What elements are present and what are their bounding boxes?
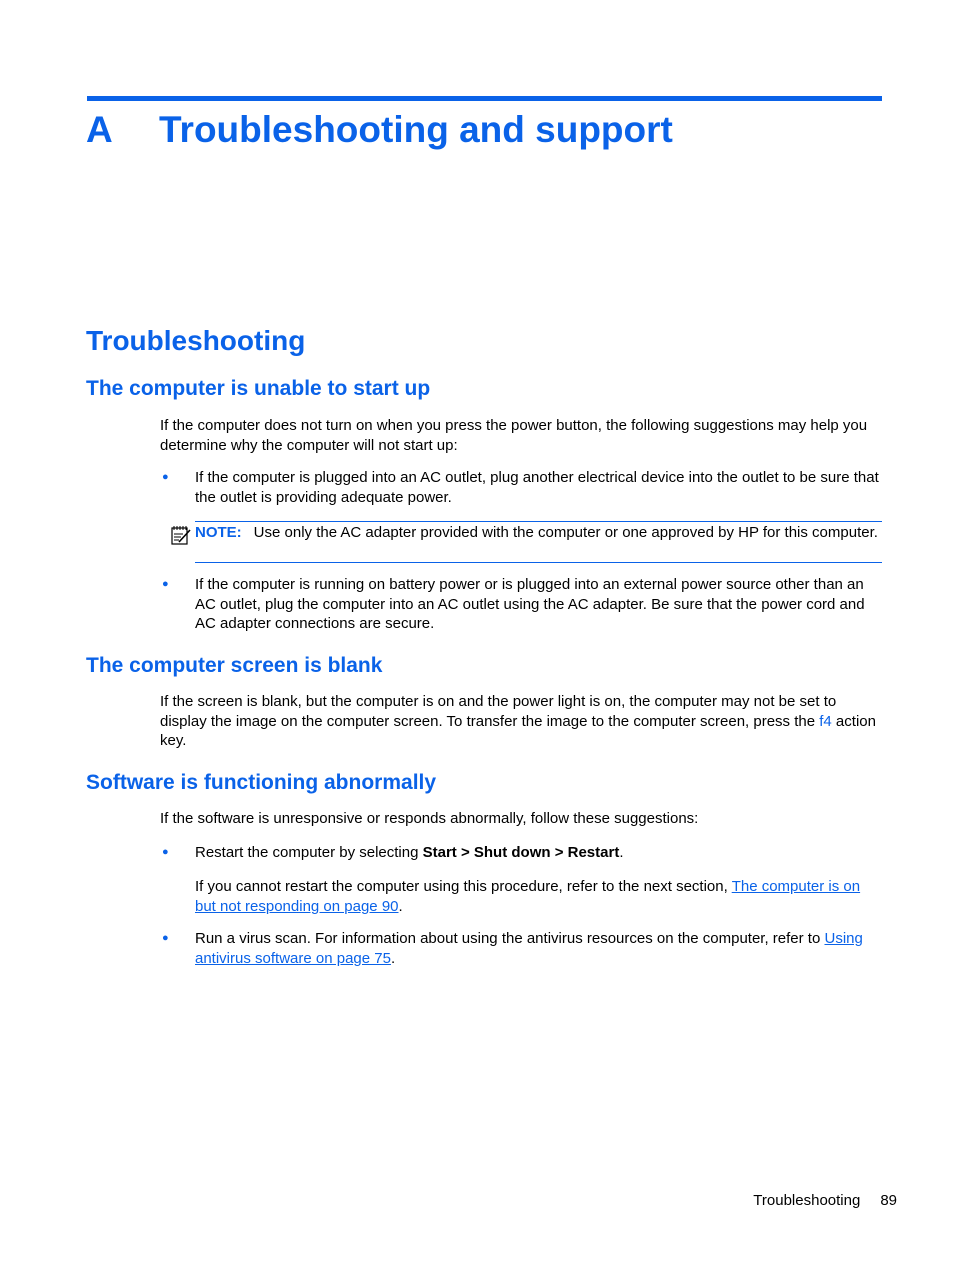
software-intro: If the software is unresponsive or responds abnormally, follow these suggestions:	[160, 810, 699, 827]
list-item	[160, 843, 882, 863]
note-box	[195, 521, 882, 563]
restart-followup	[195, 877, 882, 916]
chapter-title-text: Troubleshooting and support	[159, 109, 673, 150]
note-pad-icon	[170, 524, 192, 546]
startup-bullet-2: If the computer is running on battery power or is plugged into an external power source other than an AC outlet, plug the computer into an AC outlet using the AC adapter. Be sure that the power cord and AC adapter connections are secure.	[195, 576, 865, 633]
heading-unable-to-start: The computer is unable to start up	[86, 377, 431, 400]
chapter-rule	[87, 96, 882, 101]
heading-screen-blank: The computer screen is blank	[86, 654, 383, 677]
blank-screen-text-end: action key.	[160, 712, 876, 750]
chapter-title	[86, 104, 673, 156]
virus-scan-end: .	[390, 949, 396, 967]
blank-screen-text-start: If the screen is blank, but the computer is on and the power light is on, the computer may not be set to display the image on the computer screen. To transfer the image to the computer screen, press the	[160, 693, 837, 730]
startup-intro: If the computer does not turn on when you press the power button, the following suggestions may help you determine why the computer will not start up:	[160, 417, 868, 454]
link-antivirus[interactable]: Using antivirus software on page 75	[195, 930, 863, 967]
list-item	[160, 929, 882, 968]
note-body	[195, 523, 882, 543]
bullet-dot-icon: ●	[162, 932, 169, 944]
note-text: Use only the AC adapter provided with the computer or one approved by HP for this computer.	[253, 524, 878, 541]
blank-screen-text	[160, 692, 882, 751]
restart-followup-end: .	[398, 897, 403, 915]
page-number: 89	[880, 1192, 897, 1209]
software-bullet-1	[195, 843, 882, 863]
footer-section: Troubleshooting	[753, 1192, 861, 1209]
note-label: NOTE:	[195, 524, 242, 541]
page-footer	[753, 1191, 897, 1211]
startup-bullet-1: If the computer is plugged into an AC outlet, plug another electrical device into the outlet to be sure that the outlet is providing adequate power.	[195, 469, 879, 506]
virus-scan-text: Run a virus scan. For information about using the antivirus resources on the computer, refer to	[195, 930, 825, 947]
heading-software-abnormal: Software is functioning abnormally	[86, 771, 437, 794]
list-item	[160, 575, 882, 634]
chapter-letter: A	[86, 109, 113, 150]
software-bullet-2	[195, 929, 882, 968]
section-title: Troubleshooting	[86, 325, 306, 356]
list-item	[160, 468, 882, 507]
restart-end: .	[619, 844, 624, 861]
bullet-dot-icon: ●	[162, 578, 169, 590]
bullet-dot-icon: ●	[162, 846, 169, 858]
restart-followup-text: If you cannot restart the computer using this procedure, refer to the next section,	[195, 878, 732, 895]
f4-key: f4	[819, 712, 832, 730]
link-not-responding[interactable]: The computer is on but not responding on page 90	[195, 878, 861, 915]
restart-path: Start > Shut down > Restart	[422, 844, 620, 861]
restart-text: Restart the computer by selecting	[195, 844, 423, 861]
bullet-dot-icon: ●	[162, 471, 169, 483]
